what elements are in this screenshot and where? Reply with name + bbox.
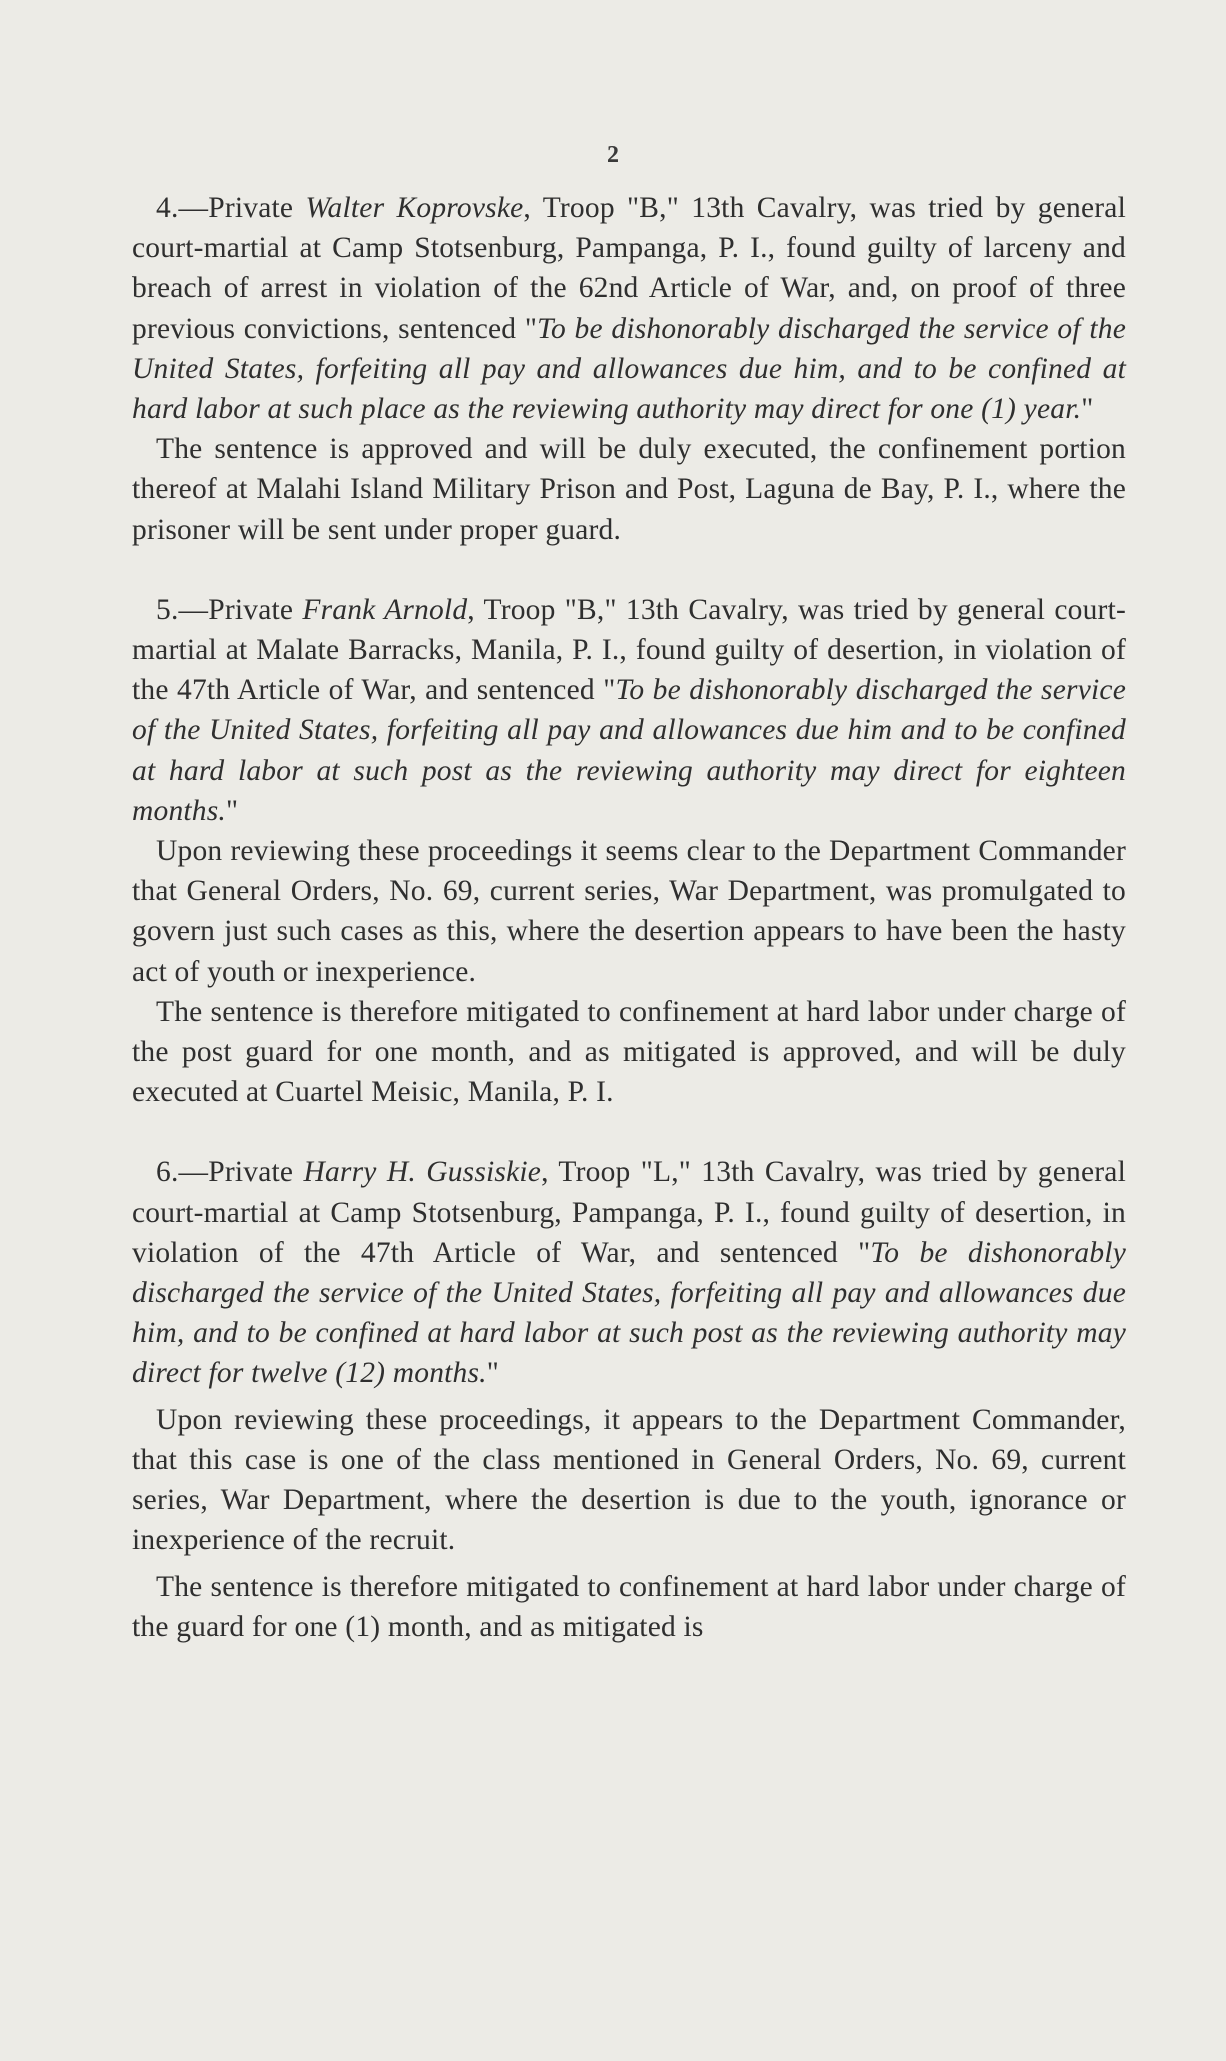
case-6-mitigation-paragraph: The sentence is therefore mitigated to confinement at hard labor under charge of the guard for one (1) month, and as mitigated is bbox=[132, 1570, 1126, 1643]
case-5-text: , Troop "B," 13th Cavalry, was tried by general court-martial at Malate Barracks, Manila, P. I., found guilty of desertion, in violation of the 47th Article of War, and sentenced " bbox=[132, 593, 1126, 707]
case-6-paragraph bbox=[132, 1152, 1126, 1393]
case-6-sentence-quote: To be dishonorably discharged the service of the United States, forfeiting all pay and allowances due him, and to be confined at hard labor at such post as the reviewing authority may direct for twelve (12) months. bbox=[132, 1236, 1126, 1390]
case-4-lead: 4.—Private bbox=[156, 192, 306, 224]
document-body bbox=[132, 188, 1126, 1647]
case-5-close-quote: " bbox=[226, 794, 239, 827]
page-number: 2 bbox=[607, 142, 619, 168]
case-6-text: , Troop "L," 13th Cavalry, was tried by general court-martial at Camp Stotsenburg, Pampanga, P. I., found guilty of desertion, in violation of the 47th Article of War, and sentenced " bbox=[132, 1156, 1126, 1269]
case-5-lead: 5.—Private bbox=[156, 593, 303, 626]
case-5-paragraph bbox=[132, 590, 1126, 831]
case-4-soldier-name: Walter Koprovske bbox=[305, 192, 524, 224]
case-6-lead: 6.—Private bbox=[156, 1156, 304, 1189]
case-4-sentence-quote: To be dishonorably discharged the service of the United States, forfeiting all pay and allowances due him, and to be confined at hard labor at such place as the reviewing authority may direct for one (1) year. bbox=[132, 312, 1126, 426]
case-4-paragraph bbox=[132, 188, 1126, 429]
section-gap bbox=[132, 550, 1126, 590]
case-5-sentence-quote: To be dishonorably discharged the service of the United States, forfeiting all pay and allowances due him and to be confined at hard labor at such post as the reviewing authority may direct for eighteen months. bbox=[132, 674, 1126, 827]
case-4-close-quote: " bbox=[1081, 393, 1094, 426]
section-gap bbox=[132, 1112, 1126, 1152]
case-5-mitigation-paragraph: The sentence is therefore mitigated to confinement at hard labor under charge of the post guard for one month, and as mitigated is approved, and will be duly executed at Cuartel Meisic, Manila, P. I. bbox=[132, 995, 1126, 1109]
case-6-close-quote: " bbox=[486, 1357, 499, 1390]
case-4-approval-paragraph: The sentence is approved and will be duly executed, the confinement portion thereof at Malahi Island Military Prison and Post, Laguna de Bay, P. I., where the prisoner will be sent under proper guard. bbox=[132, 433, 1126, 546]
case-5-review-paragraph: Upon reviewing these proceedings it seems clear to the Department Commander that General Orders, No. 69, current series, War Department, was promulgated to govern just such cases as this, where the desertion appears to have been the hasty act of youth or inexperience. bbox=[132, 835, 1126, 988]
case-4-text: , Troop "B," 13th Cavalry, was tried by general court-martial at Camp Stotsenburg, Pampanga, P. I., found guilty of larceny and breach of arrest in violation of the 62nd Article of War, and, on proof of three previous convictions, sentenced " bbox=[132, 192, 1126, 345]
case-5-soldier-name: Frank Arnold bbox=[302, 593, 468, 626]
case-6-soldier-name: Harry H. Gussiskie bbox=[303, 1156, 542, 1189]
case-6-review-paragraph: Upon reviewing these proceedings, it appears to the Department Commander, that this case is one of the class mentioned in General Orders, No. 69, current series, War Department, where the desertion is due to the youth, ignorance or inexperience of the recruit. bbox=[132, 1403, 1126, 1557]
